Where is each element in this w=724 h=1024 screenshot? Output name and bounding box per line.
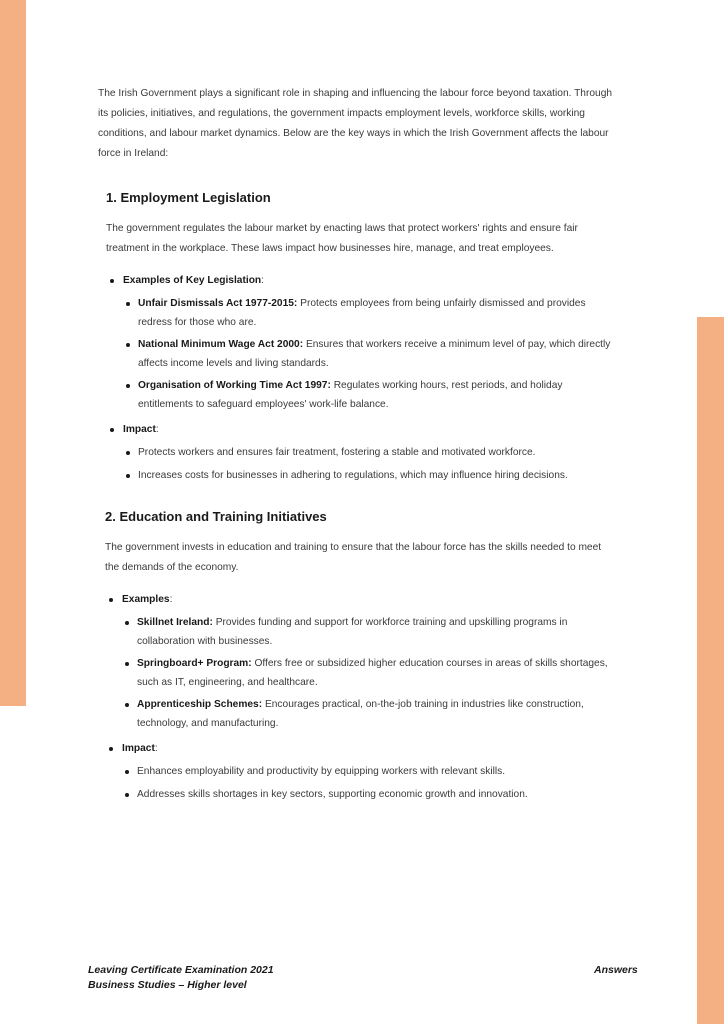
list-item-impact: Impact: Enhances employability and productivity by equipping workers with relevant skills. Addresses skills shortages in key sectors, supporting economic growth and innovation.: [106, 739, 618, 804]
section-paragraph: The government regulates the labour market by enacting laws that protect workers' rights and ensure fair treatment in the workplace. These laws impact how businesses hire, manage, and treat employees.: [106, 223, 578, 254]
item-sep: :: [293, 298, 298, 309]
section-heading-education-training: 2. Education and Training Initiatives: [105, 509, 327, 524]
item-term: Apprenticeship Schemes: [137, 699, 259, 710]
item-text: Protects employees from being unfairly dismissed and provides redress for those who are.: [138, 298, 586, 328]
item-text: Ensures that workers receive a minimum level of pay, which directly affects income levels and living standards.: [138, 339, 611, 369]
list-item: Addresses skills shortages in key sectors, supporting economic growth and innovation.: [122, 786, 618, 805]
item-term: Springboard+ Program: [137, 658, 249, 669]
list-item: Increases costs for businesses in adhering to regulations, which may influence hiring decisions.: [123, 467, 618, 486]
page-content: [98, 84, 618, 804]
item-sep: :: [258, 699, 263, 710]
list-item: [123, 295, 618, 332]
item-term: National Minimum Wage Act 2000: [138, 339, 300, 350]
list-item-examples: Examples: Skillnet Ireland: Provides funding and support for workforce training and upskilling programs in collaboration with businesses. Springboard+ Program: Offers free or subsidized higher education courses in areas of skills shortages, such as IT, engineering, and healthcare. Apprenticeship Schemes: Encourages practical, on-the-job training in industries like construction, technology, and manufacturing.: [106, 590, 618, 733]
footer-line1: Leaving Certificate Examination 2021: [88, 964, 274, 976]
intro-paragraph: The Irish Government plays a significant role in shaping and influencing the labour force beyond taxation. Through its policies, initiatives, and regulations, the government impacts employment levels, workforce skills, working conditions, and labour market dynamics. Below are the key ways in which the Irish Government affects the labour force in Ireland:: [98, 88, 613, 159]
footer-exam-info: [88, 963, 274, 992]
list-item: [122, 696, 618, 733]
footer-answers-label: Answers: [594, 964, 638, 976]
section1-list: [107, 271, 618, 485]
list-item: [122, 614, 618, 651]
item-sep: :: [209, 617, 213, 628]
list-item: [123, 377, 618, 414]
item-term: Organisation of Working Time Act 1997: [138, 380, 328, 391]
impact-label: Impact: [123, 424, 156, 435]
item-sep: :: [299, 339, 304, 350]
right-accent-bar: [697, 317, 724, 1024]
item-sep: :: [327, 380, 331, 391]
section-heading-employment-legislation: 1. Employment Legislation: [106, 190, 271, 205]
examples-sublist: [122, 614, 618, 733]
examples-sublist: [123, 295, 618, 414]
item-text: Encourages practical, on-the-job training in industries like construction, technology, and manufacturing.: [137, 699, 584, 729]
list-item-impact: Impact: Protects workers and ensures fair treatment, fostering a stable and motivated workforce. Increases costs for businesses in adhering to regulations, which may influence hiring decisions.: [107, 420, 618, 485]
list-item-examples: Examples of Key Legislation: Unfair Dismissals Act 1977-2015: Protects employees from being unfairly dismissed and provides redress for those who are. National Minimum Wage Act 2000: Ensures that workers receive a minimum level of pay, which directly affects income levels and living standards. Organisation of Working Time Act 1997: Regulates working hours, rest periods, and holiday entitlements to safeguard employees' work-life balance.: [107, 271, 618, 414]
item-text: Offers free or subsidized higher education courses in areas of skills shortages, such as IT, engineering, and healthcare.: [137, 658, 608, 688]
item-term: Skillnet Ireland: [137, 617, 210, 628]
examples-label: Examples: [122, 594, 170, 605]
examples-label: Examples of Key Legislation: [123, 275, 262, 286]
list-item: Protects workers and ensures fair treatment, fostering a stable and motivated workforce.: [123, 444, 618, 463]
item-sep: :: [248, 658, 252, 669]
item-term: Unfair Dismissals Act 1977-2015: [138, 298, 294, 309]
impact-sublist: [123, 444, 618, 485]
impact-sublist: [122, 763, 618, 804]
footer-line2: Business Studies – Higher level: [88, 978, 247, 991]
section2-list: [106, 590, 618, 804]
impact-label: Impact: [122, 743, 155, 754]
item-text: Provides funding and support for workforce training and upskilling programs in collaboration with businesses.: [137, 617, 568, 647]
list-item: Enhances employability and productivity by equipping workers with relevant skills.: [122, 763, 618, 782]
item-text: Regulates working hours, rest periods, and holiday entitlements to safeguard employees' work-life balance.: [138, 380, 563, 410]
list-item: [123, 336, 618, 373]
list-item: [122, 655, 618, 692]
section-paragraph: The government invests in education and training to ensure that the labour force has the skills needed to meet the demands of the economy.: [105, 542, 602, 573]
left-accent-bar: [0, 0, 26, 706]
